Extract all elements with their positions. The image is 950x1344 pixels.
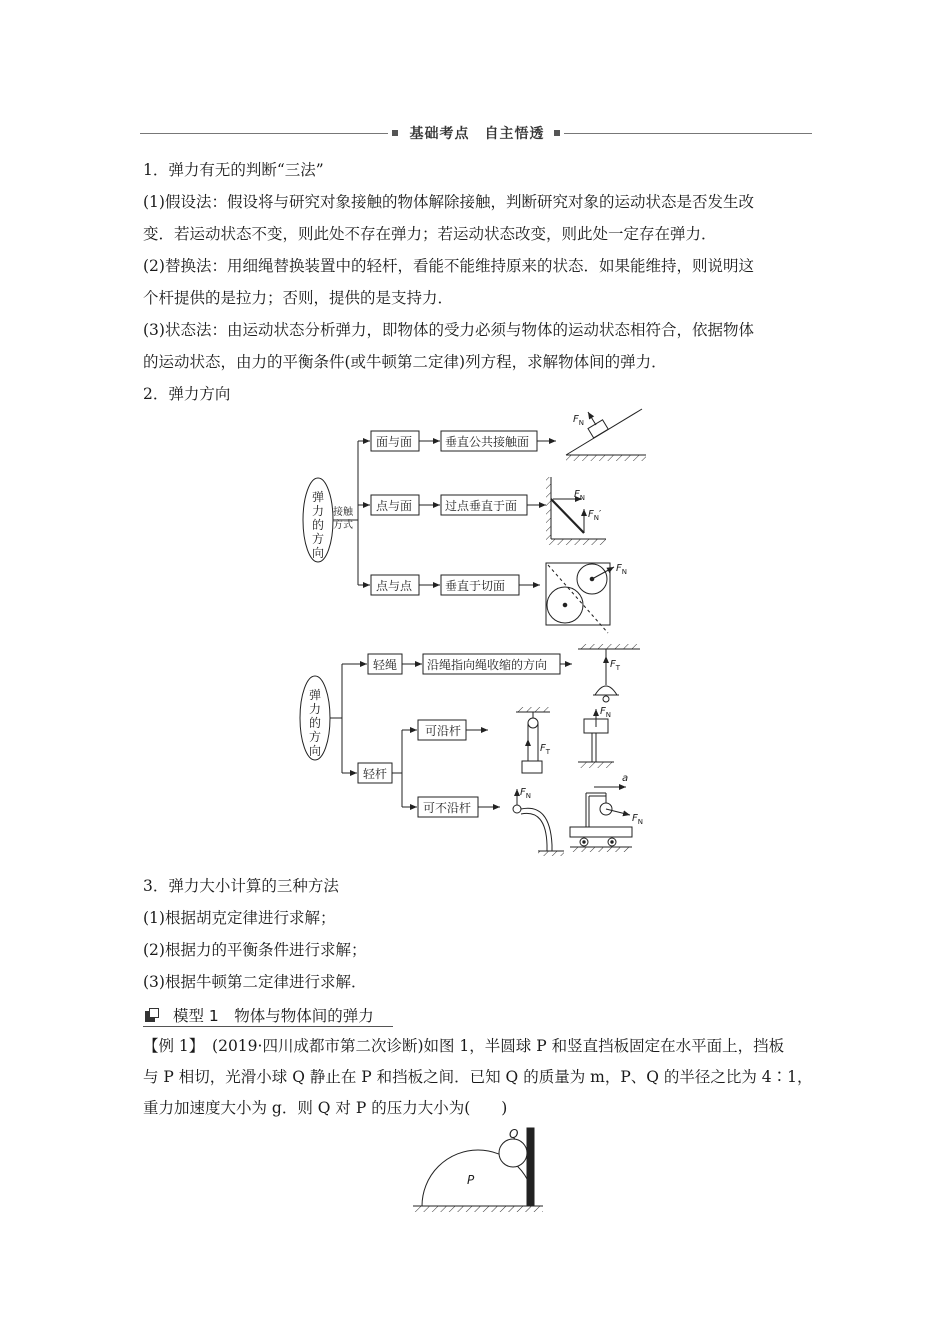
contact-label-2: 方式 — [333, 520, 353, 531]
fn-label-balls: $F_N$ — [616, 563, 628, 576]
s2-title: 2．弹力方向 — [143, 385, 231, 403]
label-point-point: 点与点 — [376, 579, 413, 593]
section-title: 基础考点 自主悟透 — [409, 126, 545, 142]
ft-label-pulley: $F_T$ — [540, 743, 551, 756]
ball-Q — [499, 1139, 527, 1167]
s1-method-1a: (1)假设法：假设将与研究对象接触的物体解除接触，判断研究对象的运动状态是否发生改 — [143, 193, 754, 211]
rod-pulley-figure — [516, 707, 550, 773]
s1-method-2a: (2)替换法：用细绳替换装置中的轻杆，看能不能维持原来的状态．如果能维持，则说明这 — [143, 257, 754, 275]
fn-label-cart: $F_N$ — [632, 813, 644, 826]
example-line-3: 重力加速度大小为 g．则 Q 对 P 的压力大小为( ) — [143, 1099, 508, 1117]
two-balls-box-figure — [546, 563, 614, 633]
model-icon — [145, 1008, 159, 1022]
section-header — [140, 122, 812, 144]
header-rule-right — [564, 133, 812, 134]
ft-label-lamp: $F_T$ — [610, 659, 621, 672]
s1-method-3a: (3)状态法：由运动状态分析弹力，即物体的受力必须与物体的运动状态相符合，依据物体 — [143, 321, 754, 339]
bent-rod-figure — [513, 789, 564, 856]
hanging-lamp-figure — [578, 644, 640, 702]
header-square-right — [554, 130, 560, 136]
fn-label-rod-2: $F_N'$ — [588, 509, 602, 522]
s3-method-3: (3)根据牛顿第二定律进行求解． — [143, 973, 367, 991]
oval-char-2: 力 — [312, 504, 325, 518]
label-Q: Q — [509, 1127, 519, 1141]
label-rope: 轻绳 — [373, 658, 398, 672]
s1-method-3b: 的运动状态，由力的平衡条件(或牛顿第二定律)列方程，求解物体间的弹力． — [143, 353, 667, 371]
rod-corner-figure — [546, 477, 606, 545]
s3-method-2: (2)根据力的平衡条件进行求解； — [143, 941, 367, 959]
cart-rod-figure — [570, 787, 632, 852]
oval-char-3: 的 — [312, 518, 325, 532]
s3-method-1: (1)根据胡克定律进行求解； — [143, 909, 336, 927]
s1-title: 1．弹力有无的判断“三法” — [143, 161, 324, 179]
example-figure-1 — [405, 1120, 555, 1220]
s1-method-1b: 变．若运动状态不变，则此处不存在弹力；若运动状态改变，则此处一定存在弹力． — [143, 225, 717, 243]
model-title: 模型 1 物体与物体间的弹力 — [173, 1007, 374, 1025]
oval-char-4: 方 — [312, 532, 325, 546]
rod-sub-1: 可沿杆 — [425, 724, 462, 738]
accel-label: a — [622, 773, 629, 784]
oval-char-1: 弹 — [312, 490, 325, 504]
desc-2: 过点垂直于面 — [445, 499, 518, 513]
example-line-2: 与 P 相切，光滑小球 Q 静止在 P 和挡板之间．已知 Q 的质量为 m，P、Q 的半径之比为 4∶1， — [143, 1068, 813, 1086]
rope-desc: 沿绳指向绳收缩的方向 — [427, 658, 548, 672]
header-square-left — [392, 130, 398, 136]
oval2-char-3: 的 — [309, 716, 322, 730]
label-rod: 轻杆 — [363, 767, 388, 781]
rod-sub-2: 可不沿杆 — [423, 801, 472, 815]
elastic-force-direction-diagram — [290, 405, 660, 865]
example-line-1: 【例 1】 (2019·四川成都市第二次诊断)如图 1，半圆球 P 和竖直挡板固定在水平面上，挡板 — [143, 1037, 785, 1055]
oval2-char-2: 力 — [309, 702, 322, 716]
vertical-board — [527, 1128, 534, 1206]
ground-hatch — [413, 1206, 543, 1212]
desc-1: 垂直公共接触面 — [445, 435, 530, 449]
contact-label-1: 接触 — [333, 507, 353, 518]
fn-label-bent-rod: $F_N$ — [520, 787, 532, 800]
label-point-face: 点与面 — [376, 499, 413, 513]
fn-label-incline: $F_N$ — [573, 414, 585, 427]
oval2-char-4: 方 — [309, 730, 322, 744]
fn-label-rod-1: $F_N$ — [574, 489, 586, 502]
model-underline — [143, 1026, 393, 1027]
oval2-char-1: 弹 — [309, 688, 322, 702]
s3-title: 3．弹力大小计算的三种方法 — [143, 877, 339, 895]
oval2-char-5: 向 — [309, 744, 322, 758]
header-rule-left — [140, 133, 388, 134]
label-P: P — [467, 1173, 475, 1187]
desc-3: 垂直于切面 — [445, 579, 506, 593]
model-heading — [143, 1003, 393, 1027]
oval-char-5: 向 — [312, 546, 325, 560]
s1-method-2b: 个杆提供的是拉力；否则，提供的是支持力． — [143, 289, 454, 307]
label-face-face: 面与面 — [376, 435, 413, 449]
fn-label-support: $F_N$ — [600, 706, 612, 719]
